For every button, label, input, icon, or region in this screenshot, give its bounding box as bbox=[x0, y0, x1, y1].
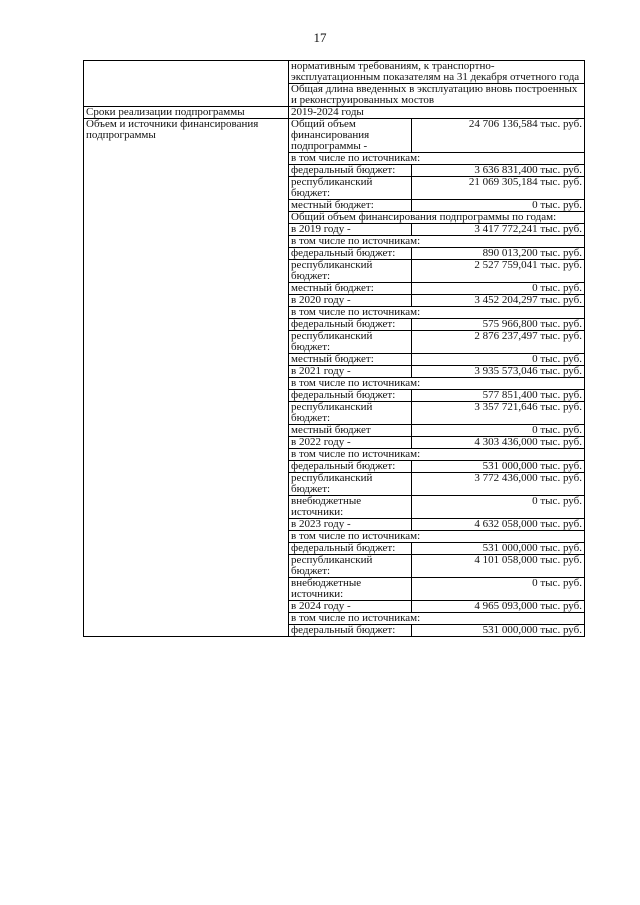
indicator-text: Общая длина введенных в эксплуатацию вновь построенных и реконструированных мостов bbox=[291, 83, 578, 106]
finance-row bbox=[289, 543, 584, 555]
finance-item-label: местный бюджет: bbox=[289, 354, 412, 366]
finance-row bbox=[289, 437, 584, 449]
finance-item-label: в 2021 году - bbox=[289, 366, 412, 378]
finance-item-value: 21 069 305,184 тыс. руб. bbox=[412, 177, 585, 200]
finance-row bbox=[289, 354, 584, 366]
finance-item-value: 575 966,800 тыс. руб. bbox=[412, 319, 585, 331]
page-number: 17 bbox=[313, 30, 327, 45]
finance-item-value: 0 тыс. руб. bbox=[412, 496, 585, 519]
finance-item-value: 0 тыс. руб. bbox=[412, 578, 585, 601]
finance-item-value: 3 636 831,400 тыс. руб. bbox=[412, 165, 585, 177]
sources-caption: в том числе по источникам: bbox=[289, 378, 584, 390]
finance-list bbox=[289, 119, 584, 636]
finance-row bbox=[289, 378, 584, 390]
finance-item-label: федеральный бюджет: bbox=[289, 390, 412, 402]
table-row bbox=[84, 119, 585, 637]
finance-by-years-caption: Общий объем финансирования подпрограммы по годам: bbox=[289, 212, 584, 224]
finance-item-label: в 2022 году - bbox=[289, 437, 412, 449]
finance-item-label: федеральный бюджет: bbox=[289, 319, 412, 331]
finance-item-value: 4 965 093,000 тыс. руб. bbox=[412, 601, 585, 613]
finance-row bbox=[289, 307, 584, 319]
finance-item-label: Общий объем финансирования подпрограммы - bbox=[289, 119, 412, 153]
finance-item-label: в 2019 году - bbox=[289, 224, 412, 236]
passport-table bbox=[83, 60, 585, 637]
finance-row bbox=[289, 200, 584, 212]
finance-item-label: республиканский бюджет: bbox=[289, 331, 412, 354]
finance-row bbox=[289, 331, 584, 354]
finance-row bbox=[289, 236, 584, 248]
table-row bbox=[84, 61, 585, 107]
finance-item-value: 3 935 573,046 тыс. руб. bbox=[412, 366, 585, 378]
finance-item-value: 3 452 204,297 тыс. руб. bbox=[412, 295, 585, 307]
finance-row bbox=[289, 260, 584, 283]
finance-item-label: федеральный бюджет: bbox=[289, 625, 412, 637]
finance-row bbox=[289, 425, 584, 437]
finance-row bbox=[289, 601, 584, 613]
finance-row bbox=[289, 165, 584, 177]
row-label-cell bbox=[84, 61, 289, 107]
finance-item-label: федеральный бюджет: bbox=[289, 461, 412, 473]
finance-item-label: федеральный бюджет: bbox=[289, 543, 412, 555]
finance-item-value: 531 000,000 тыс. руб. bbox=[412, 461, 585, 473]
finance-item-value: 531 000,000 тыс. руб. bbox=[482, 624, 582, 636]
finance-row bbox=[289, 473, 584, 496]
finance-row bbox=[289, 496, 584, 519]
sources-caption: в том числе по источникам: bbox=[289, 236, 584, 248]
finance-row bbox=[289, 625, 584, 637]
finance-item-label: федеральный бюджет: bbox=[289, 248, 412, 260]
finance-item-value: 2 876 237,497 тыс. руб. bbox=[412, 331, 585, 354]
finance-item-value: 3 357 721,646 тыс. руб. bbox=[412, 402, 585, 425]
finance-item-value: 3 417 772,241 тыс. руб. bbox=[412, 224, 585, 236]
row-value-cell: 2019-2024 годы bbox=[289, 107, 585, 119]
finance-item-label: республиканский бюджет: bbox=[289, 555, 412, 578]
finance-item-label: республиканский бюджет: bbox=[289, 402, 412, 425]
finance-row bbox=[289, 153, 584, 165]
finance-item-value: 0 тыс. руб. bbox=[412, 354, 585, 366]
finance-item-value: 24 706 136,584 тыс. руб. bbox=[412, 119, 585, 153]
finance-row bbox=[289, 402, 584, 425]
finance-row bbox=[289, 449, 584, 461]
finance-row bbox=[289, 212, 584, 224]
finance-item-label: местный бюджет: bbox=[289, 200, 412, 212]
indicator-text: нормативным требованиям, к транспортно-эксплуатационным показателям на 31 декабря отчетного года bbox=[289, 61, 584, 84]
finance-item-value: 0 тыс. руб. bbox=[412, 200, 585, 212]
finance-row bbox=[289, 578, 584, 601]
finance-row bbox=[289, 295, 584, 307]
finance-item-label: в 2024 году - bbox=[289, 601, 412, 613]
sources-caption: в том числе по источникам: bbox=[289, 449, 584, 461]
finance-row bbox=[289, 390, 584, 402]
finance-item-value: 0 тыс. руб. bbox=[412, 283, 585, 295]
finance-row bbox=[289, 555, 584, 578]
finance-item-value: 2 527 759,041 тыс. руб. bbox=[412, 260, 585, 283]
finance-item-value: 4 632 058,000 тыс. руб. bbox=[412, 519, 585, 531]
sources-caption: в том числе по источникам: bbox=[289, 307, 584, 319]
finance-item-label: местный бюджет: bbox=[289, 283, 412, 295]
finance-row bbox=[289, 224, 584, 236]
finance-row bbox=[289, 319, 584, 331]
finance-row bbox=[289, 248, 584, 260]
finance-item-value: 4 303 436,000 тыс. руб. bbox=[412, 437, 585, 449]
sources-caption: в том числе по источникам: bbox=[289, 531, 584, 543]
finance-item-label: местный бюджет bbox=[289, 425, 412, 437]
finance-item-label: республиканский бюджет: bbox=[289, 473, 412, 496]
row-value-cell bbox=[289, 61, 585, 107]
finance-row bbox=[289, 177, 584, 200]
finance-row bbox=[289, 283, 584, 295]
indicator-list bbox=[289, 61, 584, 106]
finance-item-value: 0 тыс. руб. bbox=[412, 425, 585, 437]
finance-item-label: республиканский бюджет: bbox=[289, 177, 412, 200]
finance-item-value: 3 772 436,000 тыс. руб. bbox=[412, 473, 585, 496]
finance-item-label: республиканский бюджет: bbox=[289, 260, 412, 283]
finance-label-cell: Объем и источники финансирования подпрограммы bbox=[84, 119, 289, 637]
finance-item-label: внебюджетные источники: bbox=[289, 578, 412, 601]
sources-caption: в том числе по источникам: bbox=[289, 613, 584, 625]
sources-caption: в том числе по источникам: bbox=[289, 153, 584, 165]
finance-row bbox=[289, 531, 584, 543]
finance-item-label: в 2020 году - bbox=[289, 295, 412, 307]
row-label-cell: Сроки реализации подпрограммы bbox=[84, 107, 289, 119]
table-row bbox=[84, 107, 585, 119]
finance-row bbox=[289, 519, 584, 531]
finance-item-value: 577 851,400 тыс. руб. bbox=[412, 390, 585, 402]
finance-value-cell bbox=[289, 119, 585, 637]
finance-item-label: внебюджетные источники: bbox=[289, 496, 412, 519]
finance-row bbox=[289, 119, 584, 153]
finance-row bbox=[289, 366, 584, 378]
finance-item-value: 890 013,200 тыс. руб. bbox=[412, 248, 585, 260]
finance-row bbox=[289, 461, 584, 473]
finance-item-value: 531 000,000 тыс. руб. bbox=[412, 543, 585, 555]
finance-item-label: федеральный бюджет: bbox=[289, 165, 412, 177]
finance-item-value: 4 101 058,000 тыс. руб. bbox=[412, 555, 585, 578]
finance-item-label: в 2023 году - bbox=[289, 519, 412, 531]
finance-row bbox=[289, 613, 584, 625]
